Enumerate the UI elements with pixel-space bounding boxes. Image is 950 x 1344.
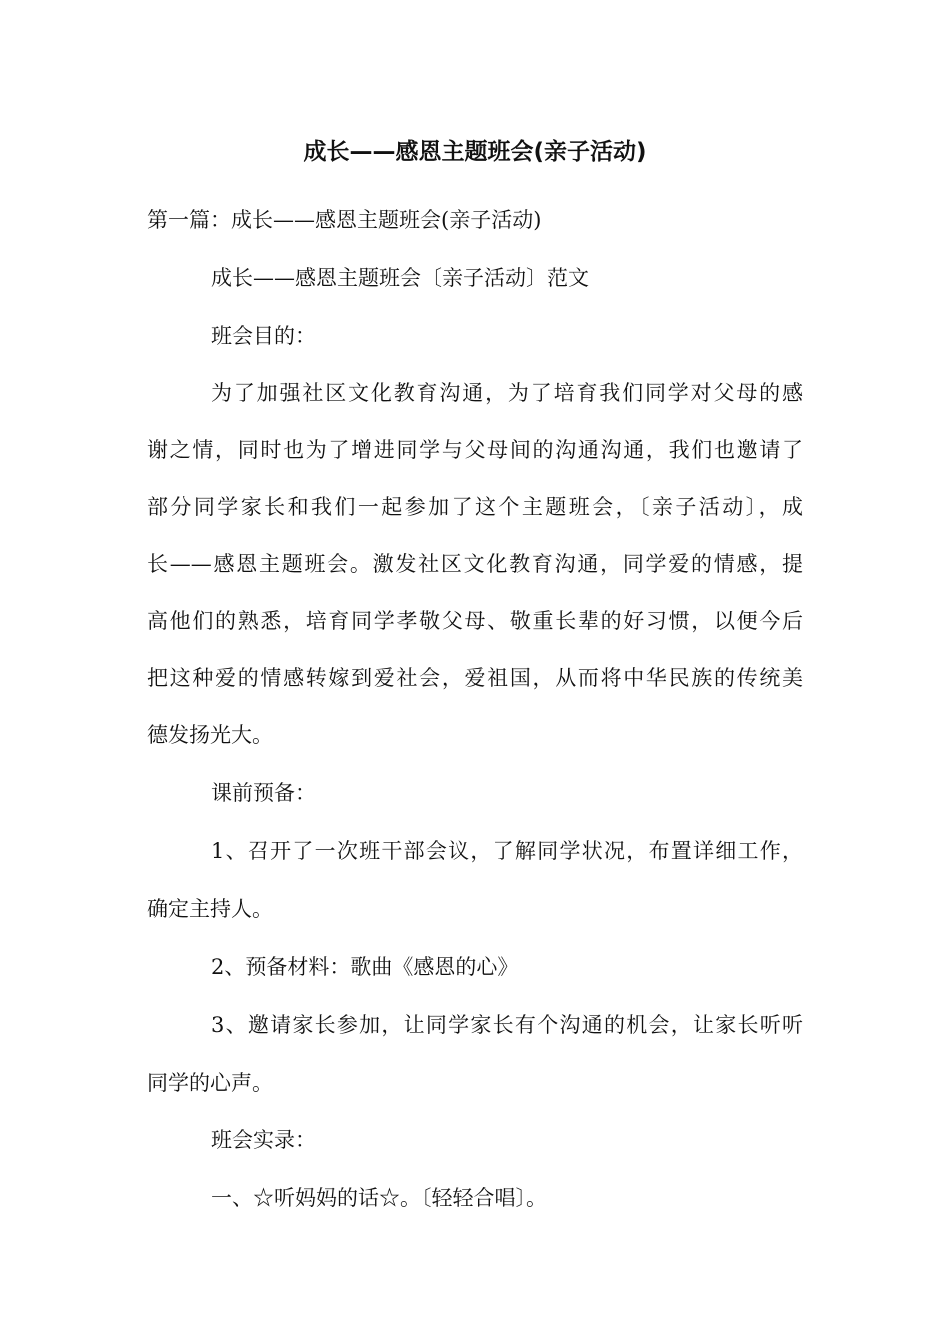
section-label-record: 班会实录： (211, 1128, 316, 1152)
paragraph-line: 把这种爱的情感转嫁到爱社会，爱祖国，从而将中华民族的传统美 (147, 666, 803, 690)
paragraph-line: 部分同学家长和我们一起参加了这个主题班会，〔亲子活动〕，成 (147, 495, 803, 519)
list-item: 一、☆听妈妈的话☆。〔轻轻合唱〕。 (211, 1186, 547, 1210)
section-label-preparation: 课前预备： (211, 781, 316, 805)
document-title: 成长——感恩主题班会(亲子活动) (303, 139, 647, 165)
list-item: 3、邀请家长参加，让同学家长有个沟通的机会，让家长听听 (211, 1013, 803, 1037)
section-heading: 第一篇：成长——感恩主题班会(亲子活动) (147, 208, 542, 232)
section-label-purpose: 班会目的： (211, 324, 316, 348)
list-item-continuation: 确定主持人。 (147, 897, 273, 921)
paragraph-line: 为了加强社区文化教育沟通，为了培育我们同学对父母的感 (211, 381, 803, 405)
paragraph-line: 德发扬光大。 (147, 723, 273, 747)
paragraph-line: 高他们的熟悉，培育同学孝敬父母、敬重长辈的好习惯，以便今后 (147, 609, 803, 633)
paragraph-line: 谢之情，同时也为了增进同学与父母间的沟通沟通，我们也邀请了 (147, 438, 803, 462)
list-item-continuation: 同学的心声。 (147, 1071, 273, 1095)
subtitle: 成长——感恩主题班会〔亲子活动〕范文 (211, 266, 589, 290)
list-item: 2、预备材料：歌曲《感恩的心》 (211, 955, 519, 979)
list-item: 1、召开了一次班干部会议，了解同学状况，布置详细工作， (211, 839, 803, 863)
paragraph-line: 长——感恩主题班会。激发社区文化教育沟通，同学爱的情感，提 (147, 552, 803, 576)
